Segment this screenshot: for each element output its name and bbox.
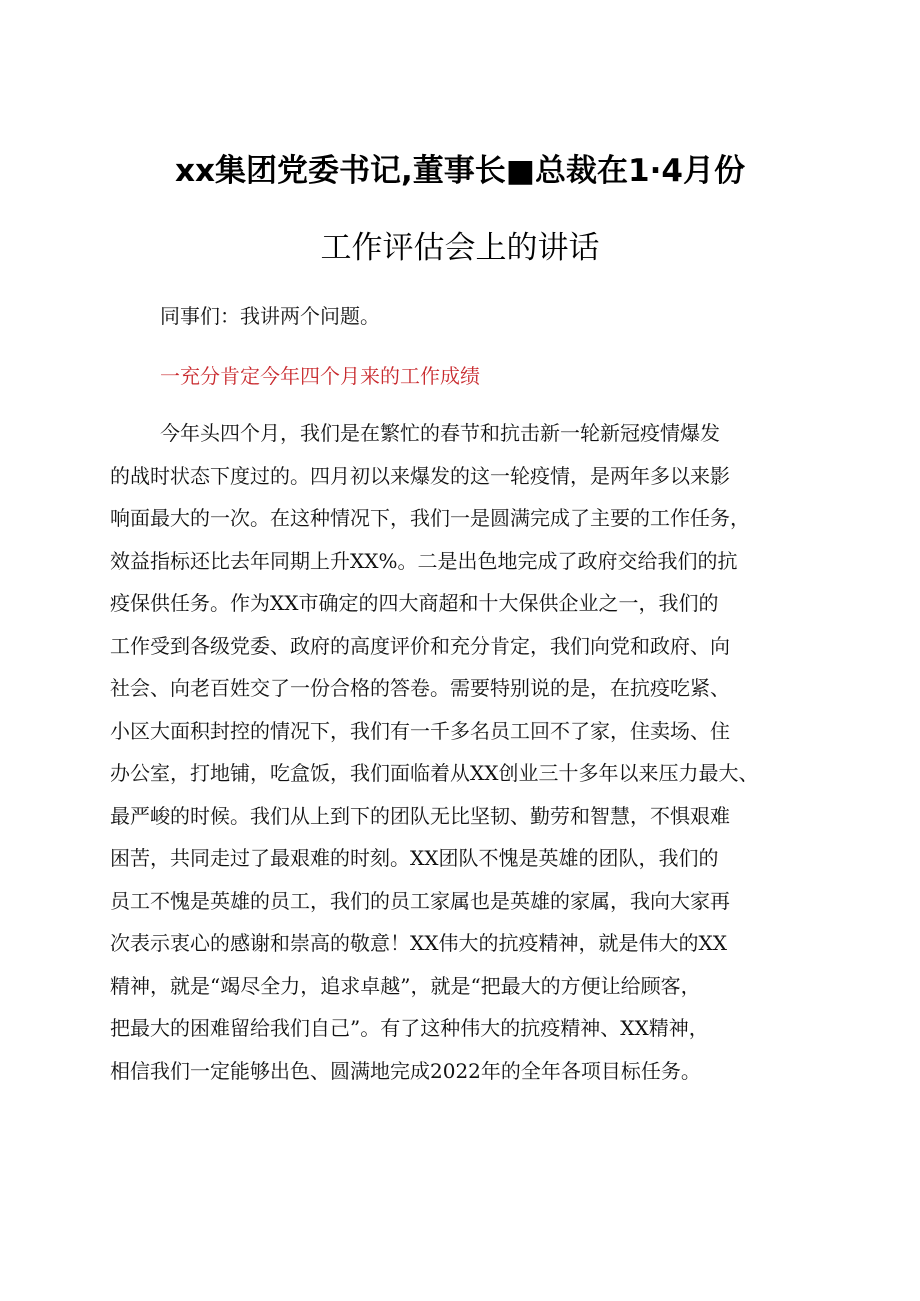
paragraph-line: 效益指标还比去年同期上升XX%。二是出色地完成了政府交给我们的抗: [110, 548, 738, 573]
paragraph-line: 社会、向老百姓交了一份合格的答卷。需要特别说的是，在抗疫吃紧、: [110, 676, 730, 700]
document-title-line-1: xx集团党委书记,董事长■总裁在1·4月份: [175, 153, 745, 189]
paragraph-line: 相信我们一定能够出色、圆满地完成2022年的全年各项目标任务。: [110, 1058, 701, 1083]
paragraph-line: 困苦，共同走过了最艰难的时刻。XX团队不愧是英雄的团队，我们的: [110, 846, 719, 870]
paragraph-line: 次表示衷心的感谢和崇高的敬意！XX伟大的抗疫精神，就是伟大的XX: [110, 931, 727, 955]
paragraph-line: 把最大的困难留给我们自己”。有了这种伟大的抗疫精神、XX精神，: [110, 1016, 709, 1040]
paragraph-line: 小区大面积封控的情况下，我们有一千多名员工回不了家，住卖场、住: [110, 718, 730, 743]
document-title-line-2: 工作评估会上的讲话: [320, 230, 600, 266]
section-heading: 一充分肯定今年四个月来的工作成绩: [160, 364, 480, 388]
paragraph-line: 最严峻的时候。我们从上到下的团队无比坚韧、勤劳和智慧，不惧艰难: [110, 803, 730, 828]
greeting-text: 同事们：我讲两个问题。: [160, 304, 380, 328]
paragraph-line: 员工不愧是英雄的员工，我们的员工家属也是英雄的家属，我向大家再: [110, 888, 730, 913]
body-paragraph: [110, 412, 820, 1092]
paragraph-line: 精神，就是“竭尽全力，追求卓越”，就是“把最大的方便让给顾客，: [110, 973, 701, 998]
paragraph-line: 今年头四个月，我们是在繁忙的春节和抗击新一轮新冠疫情爆发: [160, 421, 720, 445]
paragraph-line: 办公室，打地铺，吃盒饭，我们面临着从XX创业三十多年以来压力最大、: [110, 761, 759, 785]
paragraph-line: 工作受到各级党委、政府的高度评价和充分肯定，我们向党和政府、向: [110, 633, 730, 658]
paragraph-line: 疫保供任务。作为XX市确定的四大商超和十大保供企业之一，我们的: [110, 591, 719, 615]
paragraph-line: 响面最大的一次。在这种情况下，我们一是圆满完成了主要的工作任务，: [110, 506, 750, 530]
paragraph-line: 的战时状态下度过的。四月初以来爆发的这一轮疫情，是两年多以来影: [110, 463, 730, 488]
